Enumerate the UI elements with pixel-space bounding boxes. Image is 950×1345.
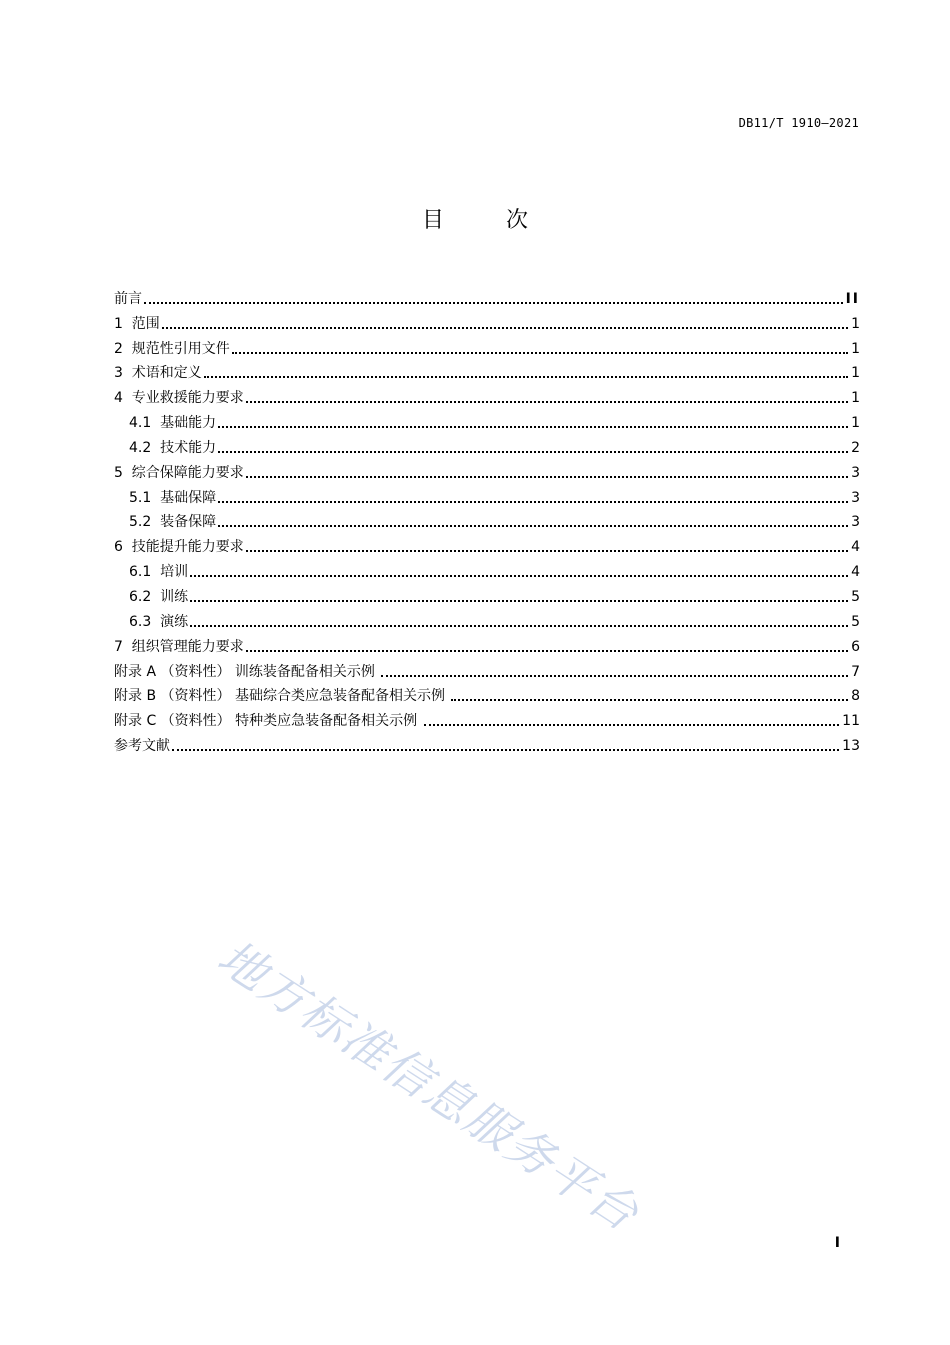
toc-entry[interactable]	[114, 407, 860, 432]
toc-entry-label: 4 专业救援能力要求	[114, 390, 244, 407]
toc-entry[interactable]	[114, 432, 860, 457]
toc-entry-label: 7 组织管理能力要求	[114, 638, 244, 655]
page-number: I	[834, 1235, 840, 1251]
toc-dot-leader	[190, 575, 848, 577]
toc-entry-label: 3 术语和定义	[114, 365, 202, 382]
toc-dot-leader	[218, 426, 848, 428]
toc-entry-page: 4	[851, 539, 860, 556]
toc-entry-page: 5	[851, 613, 860, 630]
toc-entry-label: 附录 A （资料性） 训练装备配备相关示例	[114, 663, 380, 680]
toc-entry-page: 3	[851, 489, 860, 506]
toc-entry-page: 5	[851, 588, 860, 605]
toc-entry[interactable]	[114, 482, 860, 507]
toc-entry[interactable]	[114, 631, 860, 656]
toc-entry-label: 5.1 基础保障	[129, 489, 217, 506]
toc-entry-page: 4	[851, 564, 860, 581]
page-title: 目次	[421, 208, 590, 233]
toc-dot-leader	[246, 401, 848, 403]
toc-entry-page: 3	[851, 514, 860, 531]
toc-entry[interactable]	[114, 581, 860, 606]
toc-entry-label: 4.1 基础能力	[129, 415, 217, 432]
toc-entry[interactable]	[114, 308, 860, 333]
toc-entry-label: 6 技能提升能力要求	[114, 539, 244, 556]
toc-dot-leader	[232, 352, 848, 354]
toc-entry-label: 2 规范性引用文件	[114, 340, 230, 357]
toc-entry-page: 11	[842, 713, 860, 730]
toc-entry-page: 6	[851, 638, 860, 655]
toc-dot-leader	[218, 451, 848, 453]
toc-entry-label: 5.2 装备保障	[129, 514, 217, 531]
toc-entry[interactable]	[114, 681, 860, 706]
toc-entry[interactable]	[114, 358, 860, 383]
toc-dot-leader	[381, 675, 848, 677]
toc-entry-label: 附录 C （资料性） 特种类应急装备配备相关示例	[114, 713, 422, 730]
toc-entry[interactable]	[114, 730, 860, 755]
toc-entry[interactable]	[114, 507, 860, 532]
toc-entry-page: 3	[851, 464, 860, 481]
toc-entry-page: 13	[842, 738, 860, 755]
toc-entry[interactable]	[114, 705, 860, 730]
toc-dot-leader	[162, 327, 848, 329]
toc-entry-label: 6.3 演练	[129, 613, 189, 630]
toc-dot-leader	[246, 650, 848, 652]
toc-entry-label: 参考文献	[114, 738, 170, 755]
toc-dot-leader	[190, 600, 848, 602]
document-code: DB11/T 1910—2021	[738, 116, 859, 130]
toc-entry-page: 1	[851, 415, 860, 432]
table-of-contents	[114, 283, 860, 755]
toc-entry-label: 5 综合保障能力要求	[114, 464, 244, 481]
toc-entry-label: 4.2 技术能力	[129, 439, 217, 456]
toc-entry[interactable]	[114, 531, 860, 556]
toc-entry-page: 2	[851, 439, 860, 456]
toc-entry-page: 8	[851, 688, 860, 705]
toc-dot-leader	[218, 525, 848, 527]
toc-entry[interactable]	[114, 656, 860, 681]
toc-dot-leader	[246, 550, 848, 552]
toc-dot-leader	[424, 724, 840, 726]
toc-dot-leader	[451, 699, 848, 701]
toc-dot-leader	[172, 749, 839, 751]
toc-entry-label: 1 范围	[114, 315, 160, 332]
toc-entry[interactable]	[114, 382, 860, 407]
watermark: 地方标准信息服务平台	[207, 929, 649, 1243]
toc-entry[interactable]	[114, 283, 860, 308]
toc-dot-leader	[218, 501, 848, 503]
toc-dot-leader	[190, 625, 848, 627]
toc-entry-page: 7	[851, 663, 860, 680]
toc-entry[interactable]	[114, 457, 860, 482]
toc-entry-label: 前言	[114, 290, 142, 307]
toc-dot-leader	[204, 376, 848, 378]
toc-entry-page: II	[845, 290, 860, 307]
toc-entry-page: 1	[851, 315, 860, 332]
toc-dot-leader	[144, 302, 843, 304]
toc-entry-label: 6.1 培训	[129, 564, 189, 581]
toc-entry-label: 6.2 训练	[129, 588, 189, 605]
toc-entry-page: 1	[851, 390, 860, 407]
toc-dot-leader	[246, 476, 848, 478]
toc-entry-label: 附录 B （资料性） 基础综合类应急装备配备相关示例	[114, 688, 450, 705]
toc-entry[interactable]	[114, 333, 860, 358]
toc-entry[interactable]	[114, 606, 860, 631]
toc-entry-page: 1	[851, 365, 860, 382]
toc-entry[interactable]	[114, 556, 860, 581]
toc-entry-page: 1	[851, 340, 860, 357]
